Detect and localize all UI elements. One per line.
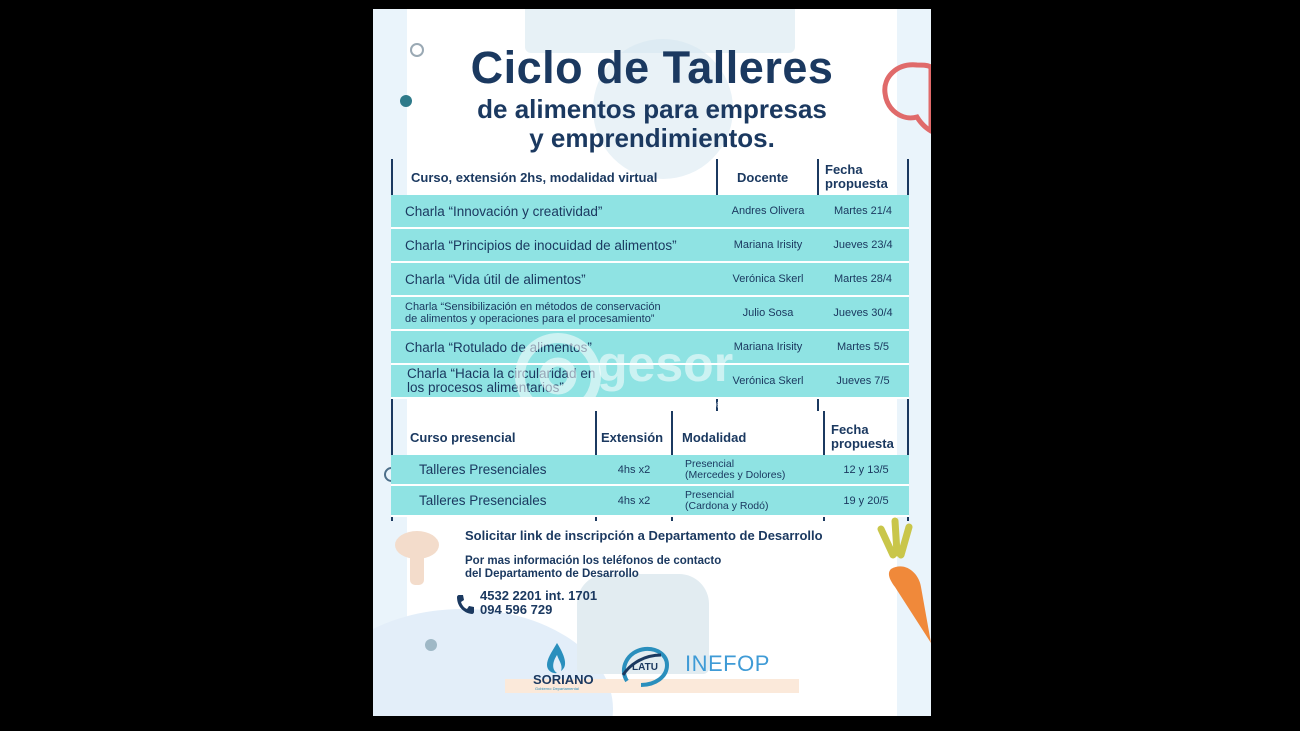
course-cell: Charla “Rotulado de alimentos”	[405, 339, 592, 355]
header-course: Curso, extensión 2hs, modalidad virtual	[411, 170, 658, 185]
contact-info-line-1: Por mas información los teléfonos de contacto	[465, 555, 722, 567]
mode-line-2: (Cardona y Rodó)	[685, 499, 769, 512]
mode-line-1: Presencial	[685, 488, 735, 501]
table-row	[391, 195, 909, 229]
subtitle-line-2: y emprendimientos.	[529, 123, 775, 153]
teacher-cell: Verónica Skerl	[732, 273, 804, 285]
date-cell: Martes 5/5	[837, 341, 889, 353]
circle-decoration	[425, 639, 437, 651]
mode-cell	[685, 486, 768, 515]
extension-cell: 4hs x2	[617, 463, 651, 476]
presencial-courses-table	[391, 411, 909, 521]
date-cell: Martes 28/4	[833, 273, 893, 285]
date-cell: 19 y 20/5	[843, 494, 889, 507]
header-course: Curso presencial	[410, 430, 516, 445]
header-date-line-1: Fecha	[825, 162, 863, 177]
table-row	[391, 263, 909, 297]
table-row	[391, 331, 909, 365]
poster-subtitle	[373, 95, 931, 153]
subtitle-line-1: de alimentos para empresas	[477, 94, 827, 124]
course-line-1: Charla “Hacia la circularidad en	[407, 366, 596, 381]
date-cell: Martes 21/4	[833, 205, 893, 217]
mode-cell	[685, 455, 785, 484]
header-date-line-2: propuesta	[825, 176, 888, 191]
teacher-cell: Julio Sosa	[742, 307, 794, 319]
latu-logo	[617, 645, 671, 689]
latu-logo-text: LATU	[632, 662, 658, 673]
mushroom-icon	[393, 527, 443, 589]
registration-note: Solicitar link de inscripción a Departamento de Desarrollo	[465, 528, 823, 543]
course-cell: Talleres Presenciales	[419, 462, 547, 477]
teacher-cell: Andres Olivera	[731, 205, 805, 217]
course-cell: Charla “Innovación y creatividad”	[405, 203, 603, 219]
phone-numbers	[480, 589, 597, 617]
soriano-drop-icon	[541, 641, 571, 675]
table-row	[391, 365, 909, 399]
contact-info	[465, 555, 721, 581]
contact-info-line-2: del Departamento de Desarrollo	[465, 568, 639, 580]
poster-title: Ciclo de Talleres	[470, 42, 834, 93]
teacher-cell: Verónica Skerl	[732, 375, 804, 387]
course-line-1: Charla “Sensibilización en métodos de conservación	[405, 301, 661, 313]
header-teacher: Docente	[737, 170, 789, 185]
poster	[373, 9, 931, 716]
soriano-logo	[533, 641, 603, 689]
course-cell	[405, 297, 661, 329]
phone-number-2: 094 596 729	[480, 602, 553, 617]
soriano-logo-tagline: Gobierno Departamental	[535, 686, 579, 691]
teacher-cell: Mariana Irisity	[733, 239, 803, 251]
table-row	[391, 297, 909, 331]
date-cell: Jueves 23/4	[833, 239, 893, 251]
header-extension: Extensión	[601, 430, 664, 445]
table-row	[391, 486, 909, 517]
header-date	[825, 163, 888, 191]
extension-cell: 4hs x2	[617, 494, 651, 507]
header-date-line-2: propuesta	[831, 436, 894, 451]
phone-number-1: 4532 2201 int. 1701	[480, 588, 598, 603]
date-cell: 12 y 13/5	[843, 463, 889, 476]
table-row	[391, 455, 909, 486]
date-cell: Jueves 30/4	[833, 307, 893, 319]
course-line-2: de alimentos y operaciones para el procesamiento”	[405, 313, 655, 325]
course-cell	[407, 365, 595, 397]
course-cell: Charla “Principios de inocuidad de alimentos”	[405, 237, 677, 253]
phone-icon	[455, 593, 475, 615]
course-line-2: los procesos alimentarios”	[407, 380, 564, 395]
carrot-icon	[861, 517, 931, 647]
header-mode: Modalidad	[682, 430, 747, 445]
teacher-cell: Mariana Irisity	[733, 341, 803, 353]
course-cell: Talleres Presenciales	[419, 493, 547, 508]
inefop-logo: INEFOP	[685, 651, 770, 676]
virtual-courses-table	[391, 159, 909, 411]
soriano-logo-text: SORIANO	[533, 672, 594, 687]
course-cell: Charla “Vida útil de alimentos”	[405, 271, 586, 287]
mode-line-1: Presencial	[685, 457, 735, 470]
mode-line-2: (Mercedes y Dolores)	[685, 468, 786, 481]
date-cell: Jueves 7/5	[836, 375, 890, 387]
table-row	[391, 229, 909, 263]
watermark-tagline: periodismo sin fronteras	[611, 397, 740, 411]
header-date-line-1: Fecha	[831, 422, 869, 437]
header-date	[831, 423, 894, 451]
watermark-text: gesor	[597, 336, 734, 392]
